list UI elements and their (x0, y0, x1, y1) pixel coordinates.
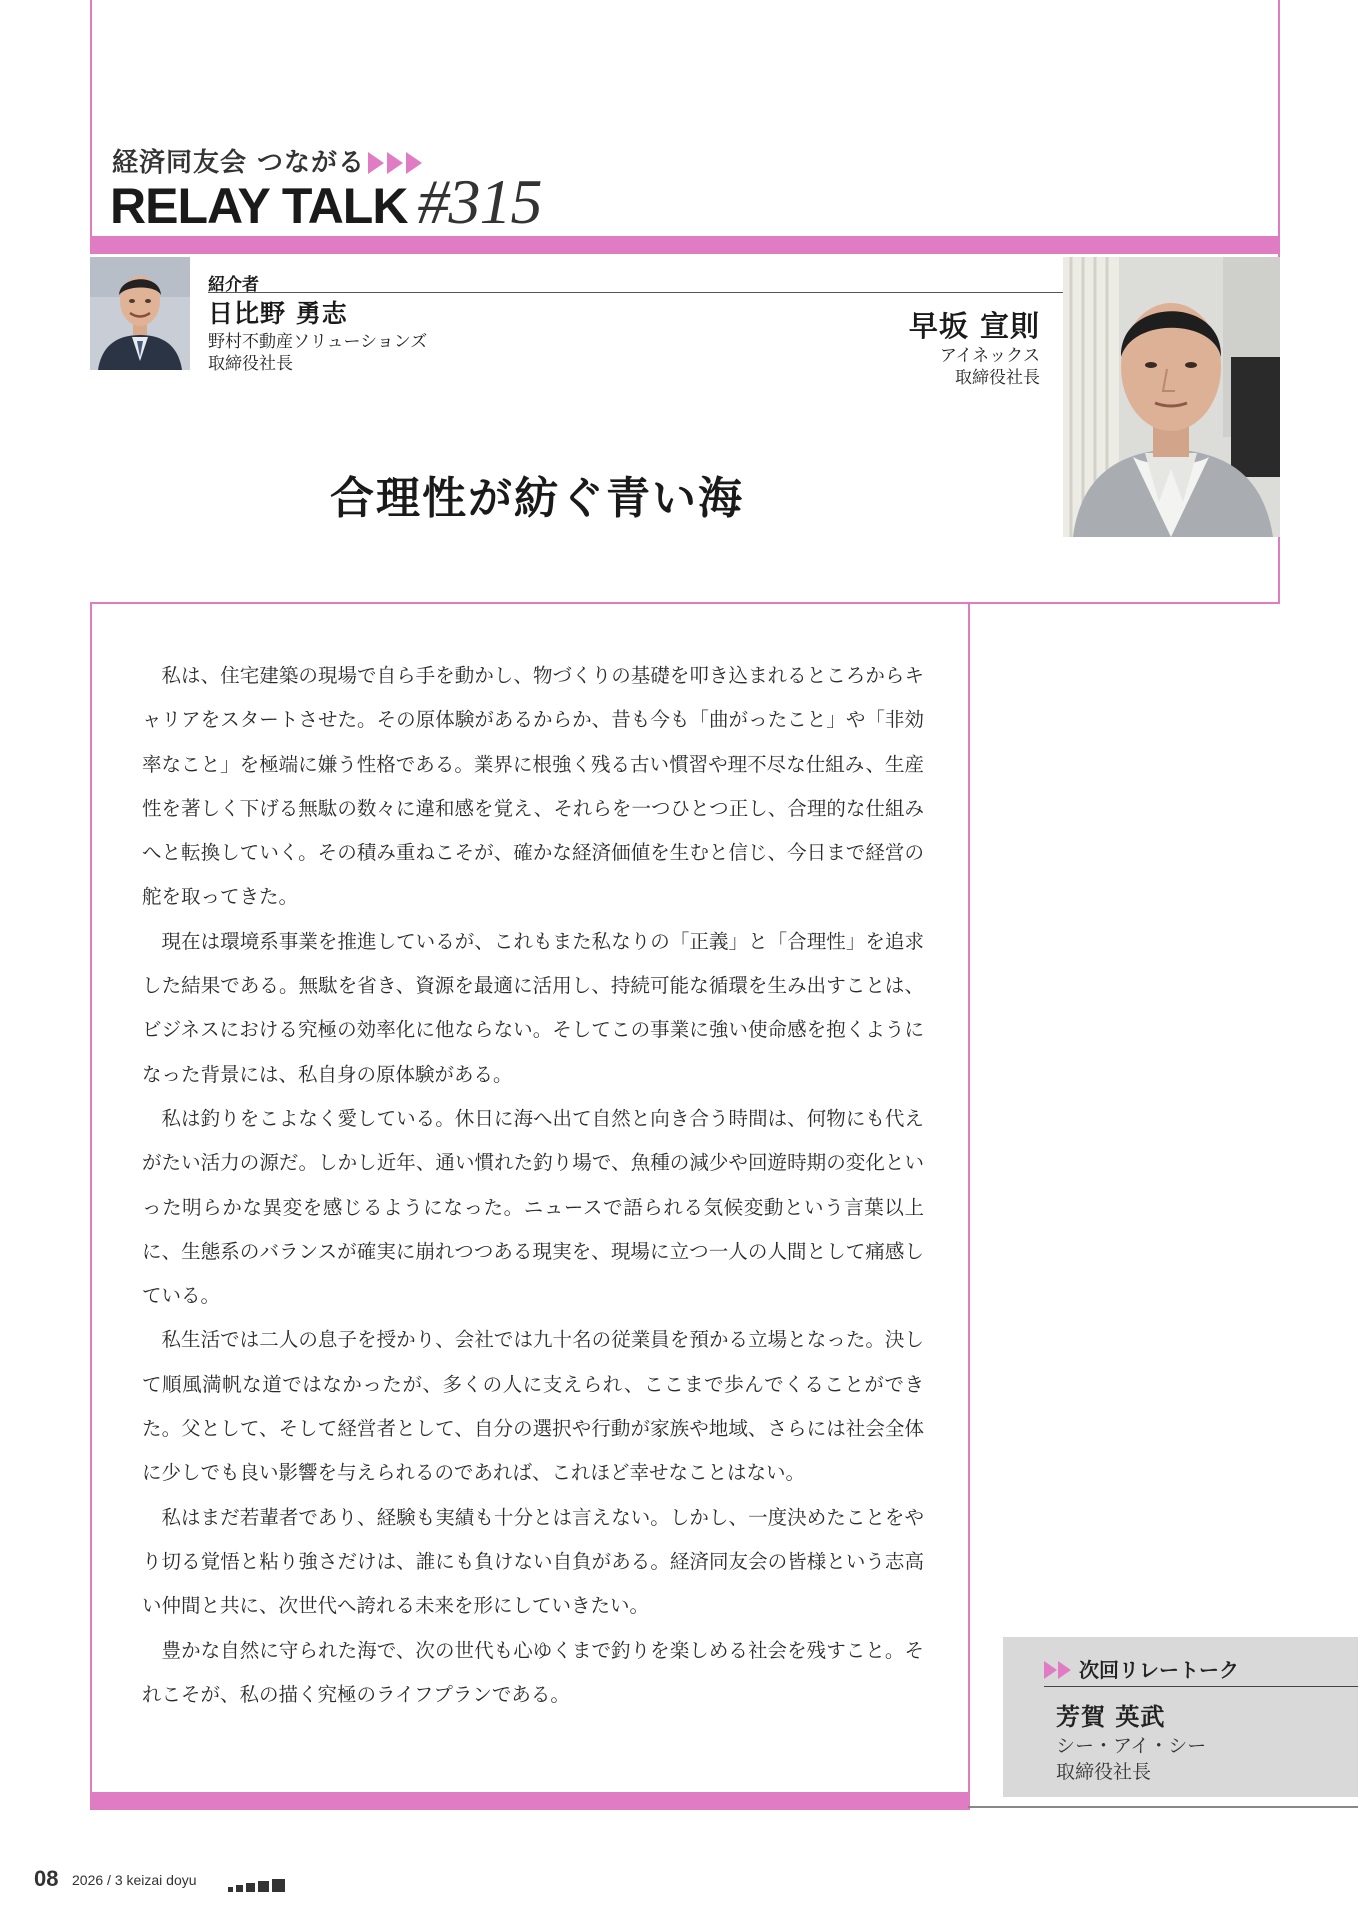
guest-photo (1063, 257, 1280, 537)
next-relay-rule (1044, 1686, 1358, 1687)
left-border-top (90, 0, 92, 240)
guest-affiliation (940, 345, 1040, 389)
issue-info: 2026 / 3 keizai doyu (72, 1872, 197, 1888)
introducer-label: 紹介者 (208, 275, 259, 295)
header-pink-band (90, 236, 1280, 254)
introducer-rule (208, 292, 1063, 293)
footer-gray-rule (968, 1806, 1358, 1808)
introducer-company: 野村不動産ソリューションズ (208, 332, 428, 352)
paragraph: 現在は環境系事業を推進しているが、これもまた私なりの「正義」と「合理性」を追求した結果である。無駄を省き、資源を最適に活用し、持続可能な循環を生み出すことは、ビジネスにおける究極の効率化に他ならない。そしてこの事業に強い使命感を抱くようになった背景には、私自身の原体験がある。 (142, 929, 924, 1086)
triangle-icon (1044, 1661, 1057, 1679)
guest-company: アイネックス (939, 346, 1040, 366)
body-left-border (90, 602, 92, 1808)
relay-talk-title (110, 166, 542, 237)
next-relay-label: 次回リレートーク (1044, 1654, 1239, 1683)
footer-pink-band (90, 1792, 970, 1810)
paragraph: 私は釣りをこよなく愛している。休日に海へ出て自然と向き合う時間は、何物にも代えがたい活力の源だ。しかし近年、通い慣れた釣り場で、魚種の減少や回遊時期の変化といった明らかな異変を感じるようになった。ニュースで語られる気候変動という言葉以上に、生態系のバランスが確実に崩れつつある現実を、現場に立つ一人の人間として痛感している。 (142, 1106, 924, 1308)
next-relay-name: 芳賀 英武 (1056, 1703, 1166, 1731)
article-body (142, 654, 924, 1717)
paragraph: 豊かな自然に守られた海で、次の世代も心ゆくまで釣りを楽しめる社会を残すこと。それこそが、私の描く究極のライフプランである。 (142, 1638, 924, 1706)
page-number: 08 (34, 1866, 59, 1891)
introducer-affiliation (208, 331, 427, 375)
triangle-icon (1058, 1661, 1071, 1679)
article-headline: 合理性が紡ぐ青い海 (330, 473, 744, 524)
introducer-name: 日比野 勇志 (208, 299, 348, 328)
next-relay-position: 取締役社長 (1056, 1761, 1152, 1783)
issue-number: #315 (417, 166, 542, 237)
introducer-photo (90, 257, 190, 370)
header-bottom-rule (90, 602, 1280, 604)
series-label: 経済同友会 つながる (112, 142, 422, 179)
title-text: RELAY TALK (110, 178, 408, 234)
next-relay-affiliation (1056, 1733, 1206, 1785)
body-right-border (968, 602, 970, 1808)
guest-name: 早坂 宣則 (908, 309, 1040, 343)
next-relay-company: シー・アイ・シー (1056, 1735, 1207, 1757)
guest-position: 取締役社長 (955, 368, 1040, 388)
footer-squares-icon (228, 1873, 288, 1892)
paragraph: 私は、住宅建築の現場で自ら手を動かし、物づくりの基礎を叩き込まれるところからキャリアをスタートさせた。その原体験があるからか、昔も今も「曲がったこと」や「非効率なこと」を極端に嫌う性格である。業界に根強く残る古い慣習や理不尽な仕組み、生産性を著しく下げる無駄の数々に違和感を覚え、それらを一つひとつ正し、合理的な仕組みへと転換していく。その積み重ねこそが、確かな経済価値を生むと信じ、今日まで経営の舵を取ってきた。 (142, 664, 924, 909)
paragraph: 私生活では二人の息子を授かり、会社では九十名の従業員を預かる立場となった。決して順風満帆な道ではなかったが、多くの人に支えられ、ここまで歩んでくることができた。父として、そして経営者として、自分の選択や行動が家族や地域、さらには社会全体に少しでも良い影響を与えられるのであれば、これほど幸せなことはない。 (142, 1328, 924, 1485)
paragraph: 私はまだ若輩者であり、経験も実績も十分とは言えない。しかし、一度決めたことをやり切る覚悟と粘り強さだけは、誰にも負けない自負がある。経済同友会の皆様という志高い仲間と共に、次世代へ誇れる未来を形にしていきたい。 (142, 1505, 924, 1618)
introducer-position: 取締役社長 (208, 354, 293, 374)
